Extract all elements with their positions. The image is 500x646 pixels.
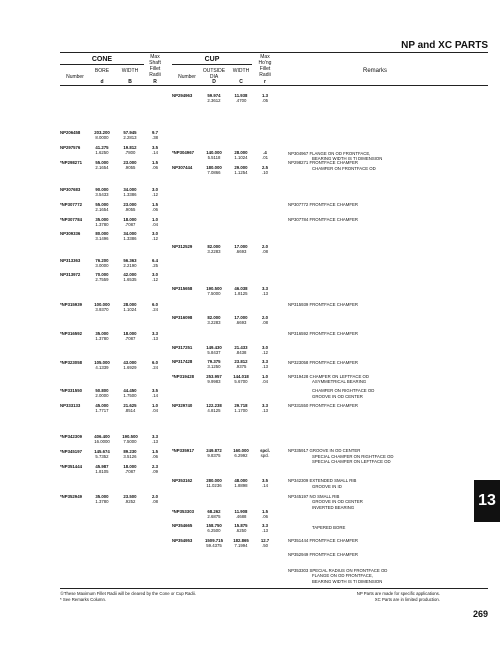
shaft-radius-mm: 9.7 — [152, 130, 158, 135]
cup-heading: CUP — [204, 56, 220, 63]
bore-in: 2.1654 — [95, 207, 109, 212]
cone-part-number: NP206458 — [60, 130, 81, 135]
cup-part-number: *NP335917 — [172, 448, 194, 453]
cone-part-number: *NP342309 — [60, 434, 82, 439]
cone-width-mm: 34.000 — [123, 231, 137, 236]
cup-width-mm: 17.000 — [234, 315, 248, 320]
remark-line: BEARING WIDTH IS TI DIMENSION — [312, 579, 383, 584]
section-tab: 13 — [474, 480, 500, 522]
shaft-radius-in: .12 — [152, 236, 158, 241]
shaft-radius-mm: 6.0 — [152, 302, 158, 307]
cone-part-number: *NP352949 — [60, 494, 82, 499]
housing-radius-mm: spcl. — [260, 448, 270, 453]
cone-width-mm: 57.945 — [123, 130, 137, 135]
cone-width-in: .7087 — [124, 336, 136, 341]
R-symbol: R — [153, 79, 157, 85]
outside-dia-header: OUTSIDE DIA — [202, 68, 226, 80]
cup-part-number: NP307444 — [172, 165, 193, 170]
cone-part-number: *NP316592 — [60, 331, 82, 336]
bore-mm: 76.200 — [95, 258, 109, 263]
bore-in: 2.7559 — [95, 277, 109, 282]
outside-dia-mm: 190.500 — [206, 286, 222, 291]
bore-in: 8.0000 — [95, 135, 109, 140]
footnote-np-parts: NP Parts are made for specific applications. — [356, 591, 440, 596]
shaft-radius-mm: 3.5 — [152, 388, 158, 393]
cone-width-in: .9252 — [124, 499, 136, 504]
bore-in: 3.9370 — [95, 307, 109, 312]
outside-dia-in: 11.0236 — [206, 483, 222, 488]
cup-width-in: 7.1994 — [234, 543, 248, 548]
outside-dia-mm: 149.430 — [206, 345, 222, 350]
cone-width-header: WIDTH — [121, 68, 139, 74]
shaft-radius-mm: 3.3 — [152, 434, 158, 439]
bore-in: 3.5433 — [95, 192, 109, 197]
outside-dia-mm: 249.872 — [206, 448, 222, 453]
shaft-radius-mm: 2.0 — [152, 494, 158, 499]
cup-width-in: .4688 — [235, 514, 247, 519]
cone-part-number: *NP307784 — [60, 217, 82, 222]
bore-in: 1.3780 — [95, 336, 109, 341]
cone-width-mm: 18.000 — [123, 464, 137, 469]
housing-radius-in: .14 — [262, 483, 268, 488]
housing-radius-mm: 3.3 — [262, 286, 268, 291]
cup-width-in: 1.1254 — [234, 170, 248, 175]
bore-mm: 41.275 — [95, 145, 109, 150]
remark-line: GROOVE IN ID — [312, 484, 342, 489]
remark-line: GROOVE IN OD CENTER — [312, 394, 363, 399]
shaft-radius-in: .06 — [152, 454, 158, 459]
cup-part-number: *NP353303 — [172, 509, 194, 514]
remark-line: INVERTED BEARING — [312, 505, 355, 510]
cone-width-in: 1.3386 — [123, 236, 137, 241]
bore-mm: 45.987 — [95, 464, 109, 469]
cone-part-number: *NP351444 — [60, 464, 82, 469]
cup-width-in: .8438 — [235, 350, 247, 355]
remark-line: NP307784 FRONTFACE CHAMFER — [288, 217, 358, 222]
cone-width-mm: 21.625 — [123, 403, 137, 408]
cup-heading-rule — [172, 64, 252, 65]
cup-part-number: NP315658 — [172, 286, 193, 291]
outside-dia-mm: 59.974 — [207, 93, 221, 98]
shaft-radius-in: .06 — [152, 165, 158, 170]
cup-width-in: 6.2992 — [234, 453, 248, 458]
bore-in: 2.1654 — [95, 165, 109, 170]
housing-radius-mm: 2.5 — [262, 165, 268, 170]
outside-dia-in: 2.6875 — [207, 514, 221, 519]
cone-part-number: *NP298271 — [60, 160, 82, 165]
cone-width-in: .9055 — [124, 207, 136, 212]
cone-width-in: .9055 — [124, 165, 136, 170]
housing-radius-in: .06 — [262, 514, 268, 519]
remark-line: NP307772 FRONTFACE CHAMFER — [288, 202, 358, 207]
remark-line: NP315939 FRONTFACE CHAMFER — [288, 302, 358, 307]
cone-width-mm: 28.000 — [123, 302, 137, 307]
shaft-radius-mm: 1.5 — [152, 449, 158, 454]
outside-dia-in: 3.2283 — [207, 249, 221, 254]
housing-radius-in: .13 — [262, 291, 268, 296]
remarks-header: Remarks — [362, 68, 387, 74]
outside-dia-in: 5.8437 — [207, 350, 221, 355]
housing-radius-in: spcl. — [260, 453, 270, 458]
header-rule — [60, 52, 488, 53]
housing-radius-mm: .4 — [263, 150, 267, 155]
housing-radius-mm: 3.5 — [262, 478, 268, 483]
shaft-radius-mm: 3.0 — [152, 231, 158, 236]
cup-width-mm: 17.000 — [234, 244, 248, 249]
shaft-radius-in: .25 — [152, 263, 158, 268]
housing-radius-mm: 1.3 — [262, 93, 268, 98]
shaft-radius-in: .14 — [152, 393, 158, 398]
outside-dia-mm: 1509.715 — [205, 538, 223, 543]
remark-line: NP353303 SPECIAL RADIUS ON FRONTFACE OD — [288, 568, 388, 573]
shaft-radius-in: .04 — [152, 222, 158, 227]
outside-dia-mm: 253.957 — [206, 374, 222, 379]
housing-radius-in: .50 — [262, 543, 268, 548]
outside-dia-in: 3.1250 — [207, 364, 221, 369]
cup-width-in: 1.8898 — [234, 483, 248, 488]
housing-radius-in: .08 — [262, 320, 268, 325]
cone-part-number: NP313363 — [60, 258, 81, 263]
outside-dia-in: 9.9983 — [207, 379, 221, 384]
remark-line: NP342309 EXTENDED SMALL RIB — [288, 478, 357, 483]
shaft-radius-mm: 2.3 — [152, 464, 158, 469]
housing-radius-in: .13 — [262, 528, 268, 533]
housing-radius-in: .08 — [262, 249, 268, 254]
remark-line: NP323058 FRONTFACE CHAMFER — [288, 360, 358, 365]
cup-width-in: .6250 — [235, 528, 247, 533]
cup-part-number: NP354953 — [172, 538, 193, 543]
cone-heading-rule — [60, 64, 144, 65]
outside-dia-in: 7.5000 — [207, 291, 221, 296]
cone-part-number: NP307683 — [60, 187, 81, 192]
bore-mm: 35.000 — [95, 331, 109, 336]
shaft-radius-in: .09 — [152, 469, 158, 474]
housing-radius-in: .04 — [262, 379, 268, 384]
r-symbol: r — [264, 79, 266, 85]
cone-width-mm: 34.000 — [123, 187, 137, 192]
footnote-remarks: * See Remarks Column. — [60, 597, 107, 602]
remark-line: NP304967 FLANGE ON OD FRONTFACE, — [288, 151, 371, 156]
bore-header: BORE — [94, 68, 110, 74]
cup-width-mm: 29.000 — [234, 165, 248, 170]
outside-dia-mm: 280.000 — [206, 478, 222, 483]
shaft-radius-mm: 1.0 — [152, 403, 158, 408]
cone-part-number: *NP323058 — [60, 360, 82, 365]
B-symbol: B — [128, 79, 132, 85]
housing-radius-in: .12 — [262, 350, 268, 355]
cone-width-mm: 190.500 — [122, 434, 138, 439]
housing-radii-header: Max Ho'ng Fillet Radii — [258, 54, 272, 78]
housing-radius-mm: 3.0 — [262, 345, 268, 350]
shaft-radius-in: .08 — [152, 499, 158, 504]
outside-dia-in: 7.0866 — [207, 170, 221, 175]
cup-width-mm: 160.000 — [233, 448, 249, 453]
shaft-radius-mm: 1.5 — [152, 202, 158, 207]
bore-mm: 80.000 — [95, 231, 109, 236]
outside-dia-mm: 122.238 — [206, 403, 222, 408]
column-header-rule — [60, 85, 488, 86]
remark-line: FLANGE ON OD FRONTFACE, — [312, 573, 373, 578]
bore-mm: 145.674 — [94, 449, 110, 454]
bore-mm: 45.000 — [95, 403, 109, 408]
C-symbol: C — [239, 79, 243, 85]
cone-part-number: *NP315939 — [60, 302, 82, 307]
cone-part-number: *NP307772 — [60, 202, 82, 207]
bore-mm: 35.000 — [95, 494, 109, 499]
shaft-radius-in: .14 — [152, 150, 158, 155]
shaft-radius-mm: 3.5 — [152, 145, 158, 150]
bore-in: 4.1339 — [95, 365, 109, 370]
bore-in: 3.1496 — [95, 236, 109, 241]
cone-width-mm: 56.363 — [123, 258, 137, 263]
outside-dia-in: 6.2500 — [207, 528, 221, 533]
bore-mm: 100.000 — [94, 302, 110, 307]
cup-width-in: .6693 — [235, 249, 247, 254]
bore-mm: 35.000 — [95, 217, 109, 222]
remark-line: TAPERED BORE — [312, 525, 346, 530]
outside-dia-in: 3.2283 — [207, 320, 221, 325]
cone-width-in: 2.2190 — [123, 263, 137, 268]
cup-width-mm: 144.018 — [233, 374, 249, 379]
bore-in: 1.8105 — [95, 469, 109, 474]
cone-part-number: *NP345197 — [60, 449, 82, 454]
bore-mm: 406.400 — [94, 434, 110, 439]
cone-part-number: NP297576 — [60, 145, 81, 150]
cup-width-mm: 182.865 — [233, 538, 249, 543]
outside-dia-mm: 82.000 — [207, 244, 221, 249]
page-title: NP and XC PARTS — [401, 40, 488, 51]
shaft-radius-mm: 1.0 — [152, 217, 158, 222]
housing-radius-mm: 1.5 — [262, 509, 268, 514]
shaft-radius-in: .13 — [152, 439, 158, 444]
shaft-radii-header: Max Shaft Fillet Radii — [149, 54, 161, 78]
cup-width-mm: 29.718 — [234, 403, 248, 408]
remark-line: CHAMFER ON FRONTFACE OD — [312, 166, 376, 171]
remark-line: CHAMFER ON RIGHTFACE OD — [312, 388, 375, 393]
cone-width-mm: 23.500 — [123, 494, 137, 499]
remark-line: NP352949 FRONTFACE CHAMFER — [288, 552, 358, 557]
remark-line: NP298271 FRONTFACE CHAMFER — [288, 160, 358, 165]
remark-line: NP335917 GROOVE IN OD CENTER — [288, 448, 361, 453]
shaft-radius-in: .12 — [152, 277, 158, 282]
cup-part-number: *NP304967 — [172, 150, 194, 155]
bore-in: 5.7352 — [95, 454, 109, 459]
outside-dia-in: 4.8125 — [207, 408, 221, 413]
cup-width-in: .4700 — [235, 98, 247, 103]
shaft-radius-mm: 3.0 — [152, 187, 158, 192]
cup-width-in: .9375 — [235, 364, 247, 369]
cone-width-in: 1.6535 — [123, 277, 137, 282]
cup-part-number: NP294963 — [172, 93, 193, 98]
cone-width-in: 2.2813 — [123, 135, 137, 140]
cup-width-header: WIDTH — [232, 68, 250, 74]
cone-width-in: 1.3386 — [123, 192, 137, 197]
outside-dia-mm: 79.375 — [207, 359, 221, 364]
housing-radius-mm: 2.0 — [262, 315, 268, 320]
footer-rule — [60, 588, 488, 589]
housing-radius-in: .13 — [262, 364, 268, 369]
bore-mm: 55.000 — [95, 202, 109, 207]
cup-width-mm: 11.908 — [234, 509, 248, 514]
cone-part-number: NP313972 — [60, 272, 81, 277]
cup-width-mm: 21.433 — [234, 345, 248, 350]
cone-width-in: 1.6929 — [123, 365, 137, 370]
outside-dia-in: 9.8375 — [207, 453, 221, 458]
bore-mm: 105.000 — [94, 360, 110, 365]
shaft-radius-in: .24 — [152, 365, 158, 370]
shaft-radius-in: .13 — [152, 336, 158, 341]
cone-width-in: 1.7500 — [123, 393, 137, 398]
remark-line: GROOVE IN OD CENTER — [312, 499, 363, 504]
cone-part-number: *NP331550 — [60, 388, 82, 393]
cone-width-in: 1.1024 — [123, 307, 137, 312]
bore-in: 1.6250 — [95, 150, 109, 155]
cone-width-mm: 23.000 — [123, 160, 137, 165]
shaft-radius-in: .06 — [152, 207, 158, 212]
outside-dia-mm: 82.000 — [207, 315, 221, 320]
shaft-radius-mm: 6.4 — [152, 258, 158, 263]
outside-dia-in: 5.5118 — [207, 155, 221, 160]
remark-line: NP331550 FRONTFACE CHAMFER — [288, 403, 358, 408]
cup-part-number: NP312529 — [172, 244, 193, 249]
cone-width-mm: 18.000 — [123, 331, 137, 336]
remark-line: NP351444 FRONTFACE CHAMFER — [288, 538, 358, 543]
remark-line: NP319428 CHAMFER ON LEFTFACE OD — [288, 374, 369, 379]
outside-dia-mm: 140.000 — [206, 150, 222, 155]
cone-width-mm: 43.000 — [123, 360, 137, 365]
cup-width-mm: 46.038 — [234, 286, 248, 291]
cup-width-mm: 48.000 — [234, 478, 248, 483]
bore-mm: 50.800 — [95, 388, 109, 393]
shaft-radius-in: .24 — [152, 307, 158, 312]
cup-width-in: 1.1024 — [234, 155, 248, 160]
page-number: 269 — [472, 609, 488, 619]
outside-dia-in: 59.4375 — [206, 543, 222, 548]
cup-number-header: Number — [178, 74, 196, 80]
remark-line: NP316592 FRONTFACE CHAMFER — [288, 331, 358, 336]
bore-in: 1.3780 — [95, 499, 109, 504]
bore-in: 3.0000 — [95, 263, 109, 268]
footnote-radii: ①These Maximum Fillet Radii will be cleared by the Cone or Cup Radii. — [60, 591, 196, 596]
cone-part-number: NP309336 — [60, 231, 81, 236]
d-symbol: d — [100, 79, 104, 85]
outside-dia-mm: 180.000 — [206, 165, 222, 170]
shaft-radius-mm: 3.0 — [152, 272, 158, 277]
bore-in: 16.0000 — [94, 439, 110, 444]
cup-width-mm: 15.875 — [234, 523, 248, 528]
D-symbol: D — [212, 79, 216, 85]
cup-width-in: 1.1700 — [234, 408, 248, 413]
cone-number-header: Number — [66, 74, 84, 80]
bore-mm: 90.000 — [95, 187, 109, 192]
cone-part-number: NP333133 — [60, 403, 81, 408]
cup-width-in: 5.6700 — [234, 379, 248, 384]
cone-width-in: 3.5126 — [123, 454, 137, 459]
housing-radius-in: .01 — [262, 155, 268, 160]
outside-dia-in: 2.3612 — [207, 98, 221, 103]
remark-line: BEARING WIDTH IS TI DIMENSION — [312, 156, 383, 161]
housing-radius-mm: 1.0 — [262, 374, 268, 379]
cup-part-number: NP316098 — [172, 315, 193, 320]
bore-in: 1.7717 — [95, 408, 109, 413]
cone-width-in: 7.5000 — [123, 439, 137, 444]
cone-width-mm: 89.230 — [123, 449, 137, 454]
housing-radius-mm: 2.0 — [262, 244, 268, 249]
cone-width-in: .7800 — [124, 150, 136, 155]
outside-dia-mm: 68.262 — [207, 509, 221, 514]
cup-part-number: NP354665 — [172, 523, 193, 528]
bore-mm: 70.000 — [95, 272, 109, 277]
housing-radius-mm: 12.7 — [260, 538, 270, 543]
cone-width-mm: 44.450 — [123, 388, 137, 393]
housing-radius-mm: 3.3 — [262, 359, 268, 364]
remark-line: NP345197 NO SMALL RIB — [288, 494, 340, 499]
shaft-radius-mm: 6.0 — [152, 360, 158, 365]
housing-radius-mm: 3.3 — [262, 403, 268, 408]
cone-width-mm: 19.812 — [123, 145, 137, 150]
bore-in: 2.0000 — [95, 393, 109, 398]
cup-part-number: NP317428 — [172, 359, 193, 364]
housing-radius-in: .13 — [262, 408, 268, 413]
cup-width-mm: 28.000 — [234, 150, 248, 155]
cup-part-number: NP329740 — [172, 403, 193, 408]
bore-mm: 55.000 — [95, 160, 109, 165]
shaft-radius-mm: 3.3 — [152, 331, 158, 336]
cup-width-mm: 23.812 — [234, 359, 248, 364]
housing-radius-in: .05 — [262, 98, 268, 103]
cup-part-number: NP353162 — [172, 478, 193, 483]
cone-width-mm: 42.000 — [123, 272, 137, 277]
cone-width-in: .8514 — [124, 408, 136, 413]
cup-part-number: *NP319428 — [172, 374, 194, 379]
bore-mm: 203.200 — [94, 130, 110, 135]
cup-width-in: .6693 — [235, 320, 247, 325]
footnote-xc-parts: XC Parts are in limited production. — [374, 597, 440, 602]
cone-width-in: .7087 — [124, 222, 136, 227]
cone-heading: CONE — [91, 56, 113, 63]
cup-part-number: NP317251 — [172, 345, 193, 350]
cup-width-mm: 11.938 — [234, 93, 248, 98]
bore-in: 1.3780 — [95, 222, 109, 227]
shaft-radius-in: .04 — [152, 408, 158, 413]
remark-line: SPECIAL CHAMFER ON LEFTFACE OD — [312, 459, 391, 464]
cone-width-mm: 18.000 — [123, 217, 137, 222]
shaft-radius-in: .38 — [152, 135, 158, 140]
remark-line: SPECIAL CHAMFER ON RIGHTFACE OD — [312, 454, 394, 459]
cup-width-in: 1.8125 — [234, 291, 248, 296]
housing-radius-in: .10 — [262, 170, 268, 175]
housing-radius-mm: 3.3 — [262, 523, 268, 528]
cone-width-mm: 23.000 — [123, 202, 137, 207]
remark-line: ASYMMETRICAL BEARING — [312, 379, 367, 384]
cone-width-in: .7087 — [124, 469, 136, 474]
outside-dia-mm: 158.750 — [206, 523, 222, 528]
shaft-radius-mm: 1.5 — [152, 160, 158, 165]
shaft-radius-in: .12 — [152, 192, 158, 197]
